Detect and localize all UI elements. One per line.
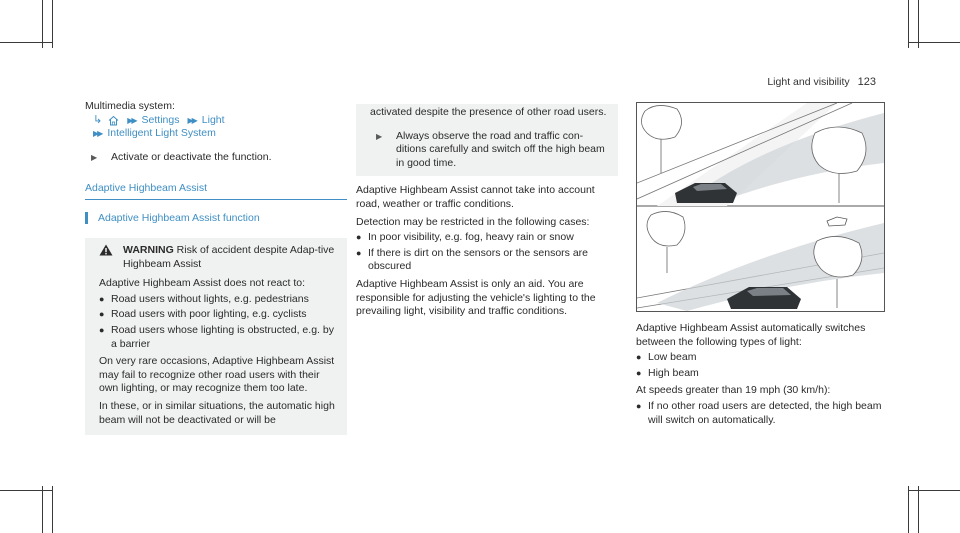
menu-path <box>85 100 347 141</box>
list-item: ● Road users whose lighting is obstructed, e.g. by a barrier <box>99 323 334 350</box>
crop-mark <box>52 486 53 533</box>
paragraph: Adaptive Highbeam Assist automatically switches between the following types of light: <box>636 322 866 348</box>
list-item: ● Low beam <box>636 351 697 364</box>
subsection-title: Adaptive Highbeam Assist function <box>85 212 347 224</box>
column-left <box>85 100 347 435</box>
paragraph: Adaptive Highbeam Assist is only an aid. You are responsible for adjusting the vehicle's lighting to the prevailing light, visibility and traffic conditions. <box>356 277 596 318</box>
menu-path-intro: Multimedia system: <box>85 100 175 112</box>
menu-item-light: Light <box>201 113 225 126</box>
warning-label: WARNING <box>123 243 174 256</box>
section-title: Adaptive Highbeam Assist <box>85 182 347 200</box>
home-icon <box>108 115 119 126</box>
list-item: ● If there is dirt on the sensors or the sensors are obscured <box>356 246 589 273</box>
warning-box <box>85 238 347 277</box>
warning-body <box>85 277 347 435</box>
warning-continuation-text: activated despite the presence of other road users. <box>370 106 607 118</box>
instruction-text: Activate or deactivate the function. <box>111 150 272 163</box>
warning-title: Risk of accident despite Adap-tive Highbeam Assist <box>123 243 335 270</box>
section-name: Light and visibility <box>767 76 850 88</box>
chevron-icon: ▶▶ <box>93 129 102 139</box>
instruction-step <box>85 151 347 165</box>
speed-list <box>636 400 882 427</box>
crop-mark <box>918 486 919 533</box>
top-scene <box>637 103 884 206</box>
triangle-bullet-icon: ▶ <box>91 152 98 162</box>
page-number: 123 <box>857 76 876 88</box>
crop-mark <box>42 486 43 533</box>
warning-intro: Adaptive Highbeam Assist does not react to: <box>99 277 306 290</box>
crop-mark <box>918 0 919 48</box>
crop-mark <box>908 42 960 43</box>
warning-icon <box>99 244 123 271</box>
paragraph: At speeds greater than 19 mph (30 km/h): <box>636 384 831 397</box>
crop-mark <box>0 490 52 491</box>
page-header <box>767 76 876 90</box>
menu-item-intelligent-light-system: Intelligent Light System <box>107 127 216 140</box>
crop-mark <box>52 0 53 48</box>
crop-mark <box>908 0 909 48</box>
list-item: ● If no other road users are detected, the high beam will switch on automatically. <box>636 399 882 426</box>
paragraph: Adaptive Highbeam Assist cannot take into account road, weather or traffic conditions. <box>356 184 595 210</box>
restriction-list <box>356 231 618 274</box>
bottom-scene <box>637 211 884 311</box>
list-item: ● High beam <box>636 366 699 379</box>
list-item: ● Road users with poor lighting, e.g. cyclists <box>99 308 307 321</box>
warning-list <box>99 293 341 351</box>
warning-paragraph: In these, or in similar situations, the automatic high beam will not be deactivated or will be <box>99 399 335 426</box>
menu-item-settings: Settings <box>141 113 180 126</box>
list-item: ● Road users without lights, e.g. pedestrians <box>99 292 309 305</box>
crop-mark <box>0 42 52 43</box>
column-right <box>636 322 882 429</box>
enter-arrow-icon: ↳ <box>93 113 103 126</box>
highbeam-illustration <box>636 102 885 312</box>
crop-mark <box>908 486 909 533</box>
road-scene-icon <box>637 103 884 311</box>
instruction-step <box>370 130 612 171</box>
warning-continuation <box>356 104 618 176</box>
light-types-list <box>636 351 882 380</box>
column-middle <box>356 104 618 319</box>
warning-paragraph: On very rare occasions, Adaptive Highbeam Assist may fail to recognize other road users with their own lighting, or may recognize them too late. <box>99 355 335 395</box>
triangle-bullet-icon: ▶ <box>376 131 383 141</box>
chevron-icon: ▶▶ <box>187 115 196 125</box>
chevron-icon: ▶▶ <box>127 115 136 125</box>
crop-mark <box>908 490 960 491</box>
crop-mark <box>42 0 43 48</box>
list-item: ● In poor visibility, e.g. fog, heavy rain or snow <box>356 231 574 244</box>
paragraph: Detection may be restricted in the following cases: <box>356 215 590 228</box>
instruction-text: Always observe the road and traffic con-ditions carefully and switch off the high beam in good time. <box>396 129 605 169</box>
